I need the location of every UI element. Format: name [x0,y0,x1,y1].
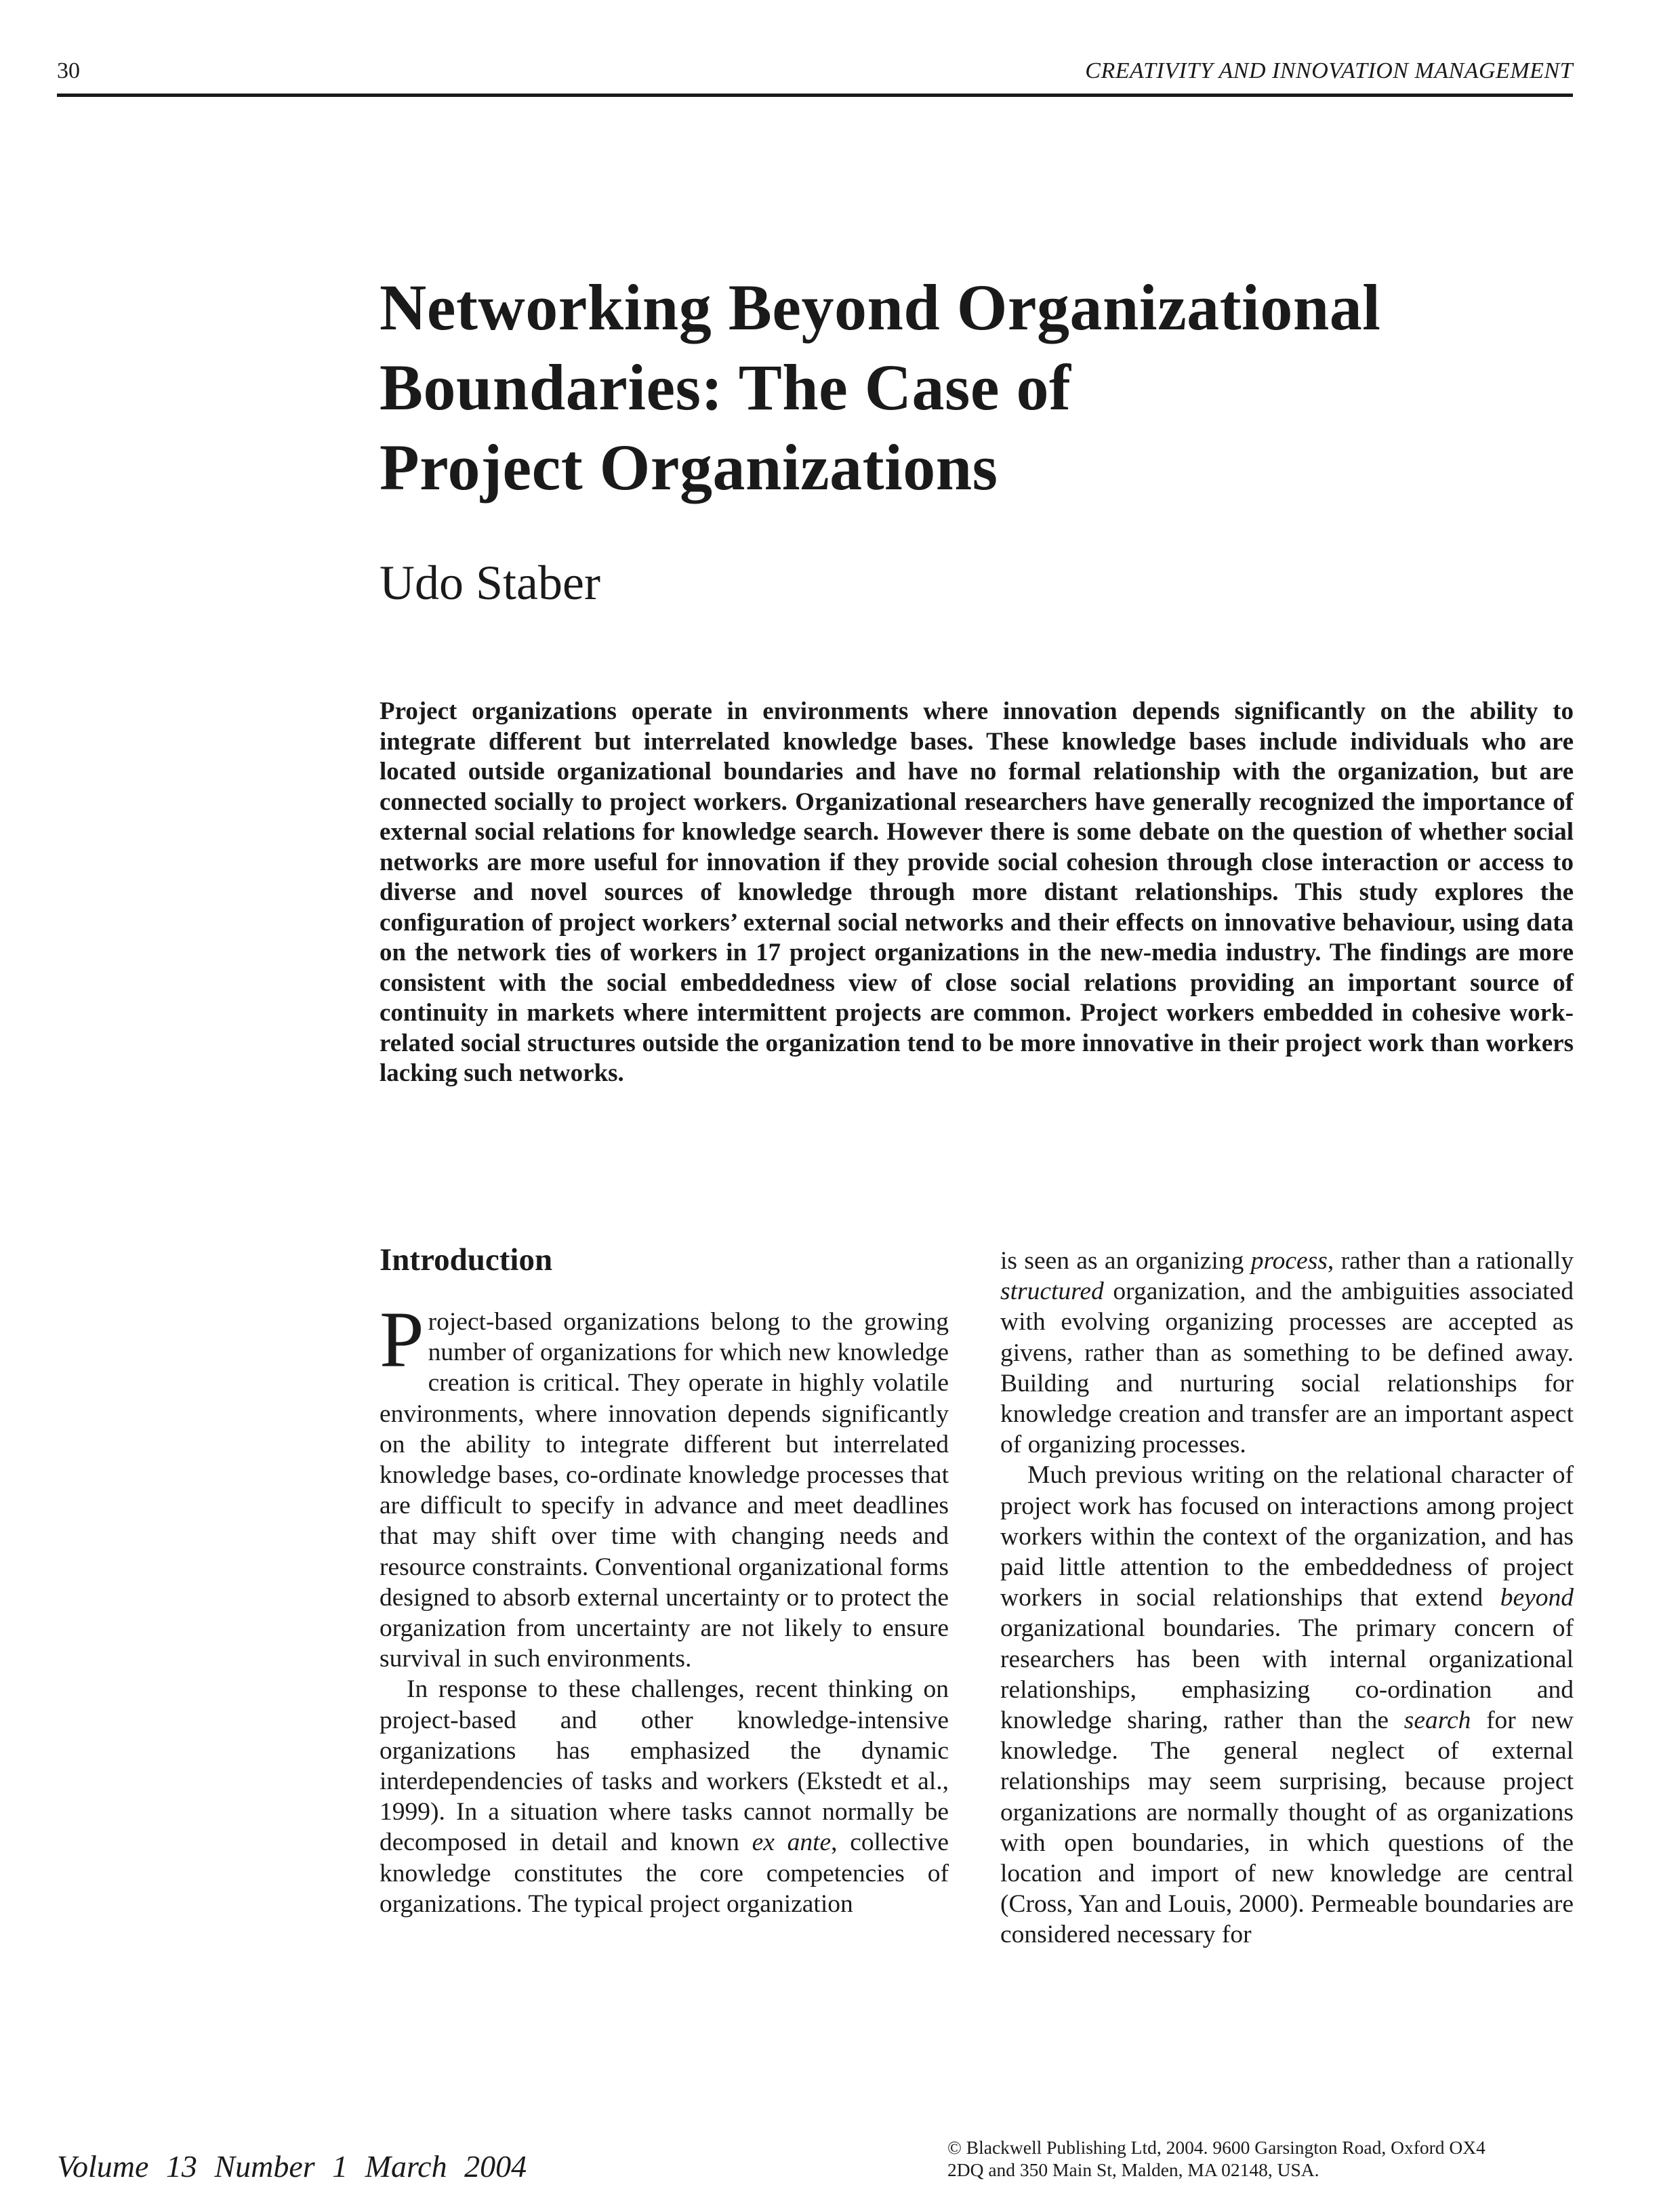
paragraph-text: In response to these challenges, recent thinking on project-based and other knowledge-intensive organizations has emphasized the dynamic interdependencies of tasks and workers (Ekstedt et al., 1999). In a situation where tasks cannot normally be decomposed in detail and known [380,1675,949,1857]
emphasis: process [1250,1247,1328,1275]
body-column-right [1000,1246,1574,1950]
emphasis: search [1404,1706,1471,1735]
running-head [57,53,1573,97]
paragraph-text: organization, and the ambiguities associated with evolving organizing processes are accepted as givens, rather than as something to be defined away. Building and nurturing social relationships for knowledge creation and transfer are an important aspect of organizing processes. [1000,1277,1574,1459]
copyright-line: © Blackwell Publishing Ltd, 2004. 9600 Garsington Road, Oxford OX4 [947,2137,1486,2158]
article-title-line: Boundaries: The Case of [380,351,1071,424]
page-number: 30 [57,58,80,83]
emphasis: beyond [1500,1584,1574,1612]
drop-cap: P [380,1295,424,1384]
emphasis: ex ante [752,1828,832,1857]
author-name: Udo Staber [380,556,600,610]
article-title-line: Networking Beyond Organizational [380,271,1381,344]
emphasis: structured [1000,1277,1104,1306]
journal-name: CREATIVITY AND INNOVATION MANAGEMENT [1085,58,1573,83]
body-paragraph [380,1295,949,1674]
body-paragraph [1000,1246,1574,1460]
copyright-notice [947,2136,1574,2181]
paragraph-text: for new knowledge. The general neglect of external relationships may seem surprising, because project organizations are normally thought of as organizations with open boundaries, in which questions of the location and import of new knowledge are central (Cross, Yan and Louis, 2000). Permeable boundaries are considered necessary for [1000,1706,1574,1949]
paragraph-text: is seen as an organizing [1000,1247,1251,1275]
section-heading: Introduction [380,1242,553,1277]
copyright-line: 2DQ and 350 Main St, Malden, MA 02148, USA. [947,2159,1319,2180]
paragraph-text: , rather than a rationally [1327,1247,1574,1275]
paragraph-text: roject-based organizations belong to the growing number of organizations for which new knowledge creation is critical. They operate in highly volatile environments, where innovation depends significantly on the ability to integrate different but interrelated knowledge bases, co-ordinate knowledge processes that are difficult to specify in advance and meet deadlines that may shift over time with changing needs and resource constraints. Conventional organizational forms designed to absorb external uncertainty or to protect the organization from uncertainty are not likely to ensure survival in such environments. [380,1308,949,1673]
paragraph-text: organizational boundaries. The primary concern of researchers has been with internal organizational relationships, emphasizing co-ordination and knowledge sharing, rather than the [1000,1614,1574,1735]
paragraph-text: Much previous writing on the relational character of project work has focused on interactions among project workers within the context of the organization, and has paid little attention to the embeddedness of project workers in social relationships that extend [1000,1461,1574,1612]
body-paragraph [1000,1460,1574,1950]
paragraph-text: , collective knowledge constitutes the core competencies of organizations. The typical project organization [380,1828,949,1918]
abstract: Project organizations operate in environments where innovation depends significantly on the ability to integrate different but interrelated knowledge bases. These knowledge bases include individuals who are located outside organizational boundaries and have no formal relationship with the organization, but are connected socially to project workers. Organizational researchers have generally recognized the importance of external social relations for knowledge search. However there is some debate on the question of whether social networks are more useful for innovation if they provide social cohesion through close interaction or access to diverse and novel sources of knowledge through more distant relationships. This study explores the configuration of project workers’ external social networks and their effects on innovative behaviour, using data on the network ties of workers in 17 project organizations in the new-media industry. The findings are more consistent with the social embeddedness view of close social relations providing an important source of continuity in markets where intermittent projects are common. Project workers embedded in cohesive work-related social structures outside the organization tend to be more innovative in their project work than workers lacking such networks. [380,697,1574,1087]
body-column-left [380,1240,949,1919]
issue-info: Volume 13 Number 1 March 2004 [57,2149,527,2184]
body-paragraph [380,1674,949,1919]
article-title [380,268,1599,508]
article-title-line: Project Organizations [380,431,998,504]
